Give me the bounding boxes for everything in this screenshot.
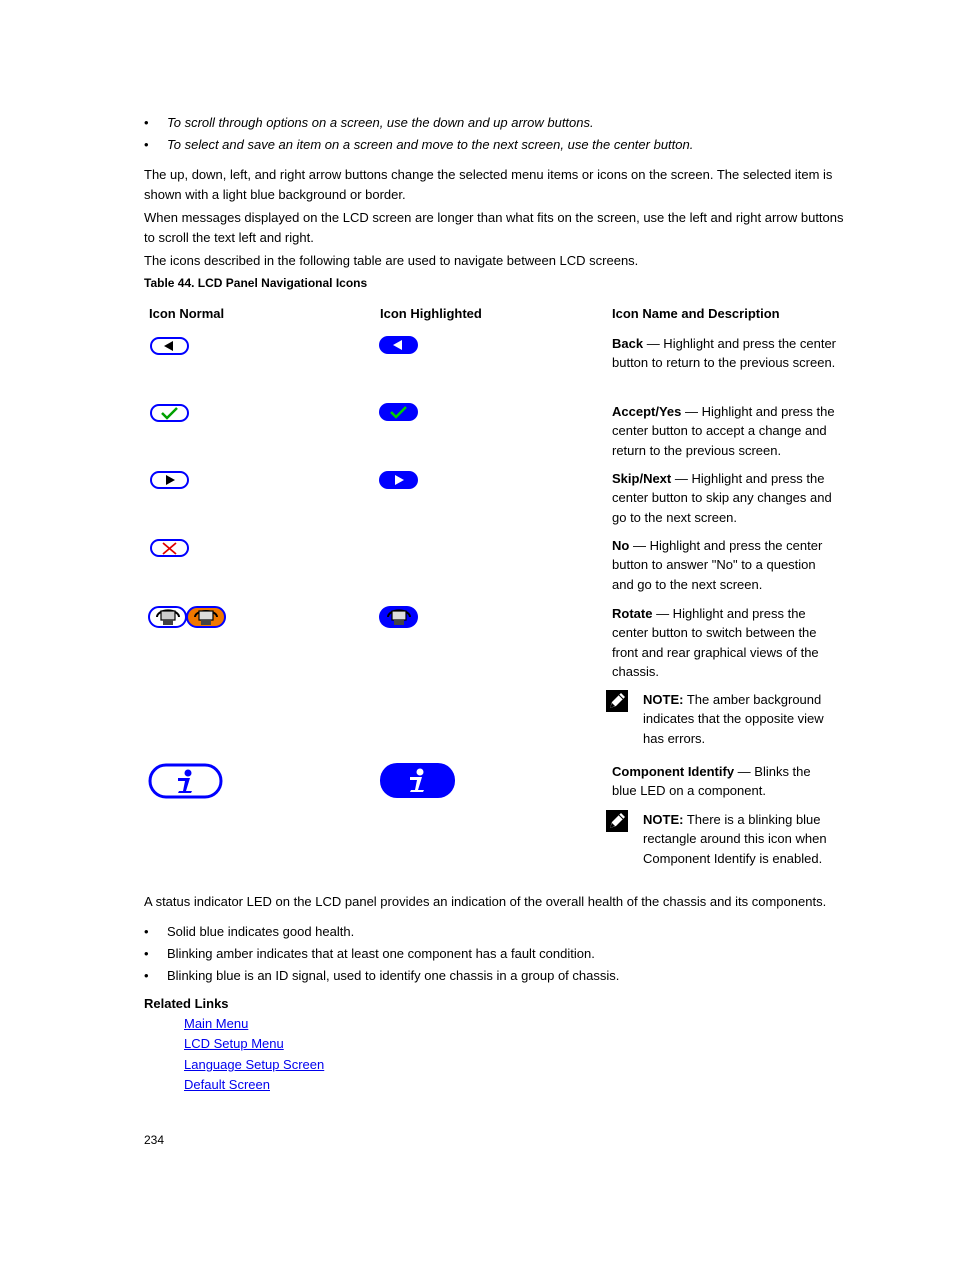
paragraph: The up, down, left, and right arrow buttons change the selected menu items or icons on the screen. The selected item is shown with a light blue background or border.: [144, 167, 833, 202]
component-identify-icon: [148, 763, 224, 800]
table-row-description: No — Highlight and press the center button to answer "No" to a question and go to the next screen.: [612, 538, 823, 592]
table-caption: Table 44. LCD Panel Navigational Icons: [144, 276, 368, 290]
table-row-description: Back — Highlight and press the center button to return to the previous screen.: [612, 336, 837, 371]
note-pencil-icon: [606, 690, 628, 712]
link-language-setup-screen[interactable]: Language Setup Screen: [184, 1057, 325, 1072]
link-lcd-setup-menu[interactable]: LCD Setup Menu: [184, 1036, 284, 1051]
skip-next-icon-highlighted: [379, 471, 419, 490]
back-icon: [150, 337, 190, 356]
table-row-description: Rotate — Highlight and press the center button to switch between the front and rear graphical views of the chassis.: [612, 606, 819, 679]
status-bullet-text: Solid blue indicates good health.: [167, 924, 355, 939]
accept-icon: [150, 404, 190, 423]
status-bullet-text: Blinking blue is an ID signal, used to identify one chassis in a group of chassis.: [167, 968, 620, 983]
rotate-icon: [148, 605, 228, 630]
note-text: NOTE: The amber background indicates that the opposite view has errors.: [643, 692, 824, 746]
note-text: NOTE: There is a blinking blue rectangle around this icon when Component Identify is enabled.: [643, 812, 827, 866]
paragraph: When messages displayed on the LCD screen are longer than what fits on the screen, use the left and right arrow buttons to scroll the text left and right.: [144, 210, 844, 245]
table-row-description: Skip/Next — Highlight and press the center button to skip any changes and go to the next screen.: [612, 471, 832, 525]
back-icon-highlighted: [379, 336, 419, 355]
component-identify-icon-highlighted: [379, 762, 457, 800]
note-pencil-icon: [606, 810, 628, 832]
column-header: Icon Name and Description: [612, 306, 780, 321]
page-number: 234: [144, 1133, 165, 1147]
rotate-icon-highlighted: [379, 605, 421, 630]
link-main-menu[interactable]: Main Menu: [184, 1016, 249, 1031]
related-links-heading: Related Links: [144, 996, 229, 1011]
paragraph: A status indicator LED on the LCD panel provides an indication of the overall health of the chassis and its components.: [144, 894, 827, 909]
link-default-screen[interactable]: Default Screen: [184, 1077, 270, 1092]
intro-bullet-text: To select and save an item on a screen and move to the next screen, use the center button.: [167, 137, 694, 152]
paragraph: The icons described in the following table are used to navigate between LCD screens.: [144, 253, 639, 268]
skip-next-icon: [150, 471, 190, 490]
accept-icon-highlighted: [379, 403, 419, 422]
column-header: Icon Highlighted: [380, 306, 482, 321]
intro-bullet-text: To scroll through options on a screen, use the down and up arrow buttons.: [167, 115, 594, 130]
table-row-description: Accept/Yes — Highlight and press the center button to accept a change and return to the previous screen.: [612, 404, 835, 458]
no-icon: [150, 539, 190, 558]
status-bullet-text: Blinking amber indicates that at least one component has a fault condition.: [167, 946, 595, 961]
column-header: Icon Normal: [149, 306, 225, 321]
table-row-description: Component Identify — Blinks the blue LED on a component.: [612, 764, 811, 799]
